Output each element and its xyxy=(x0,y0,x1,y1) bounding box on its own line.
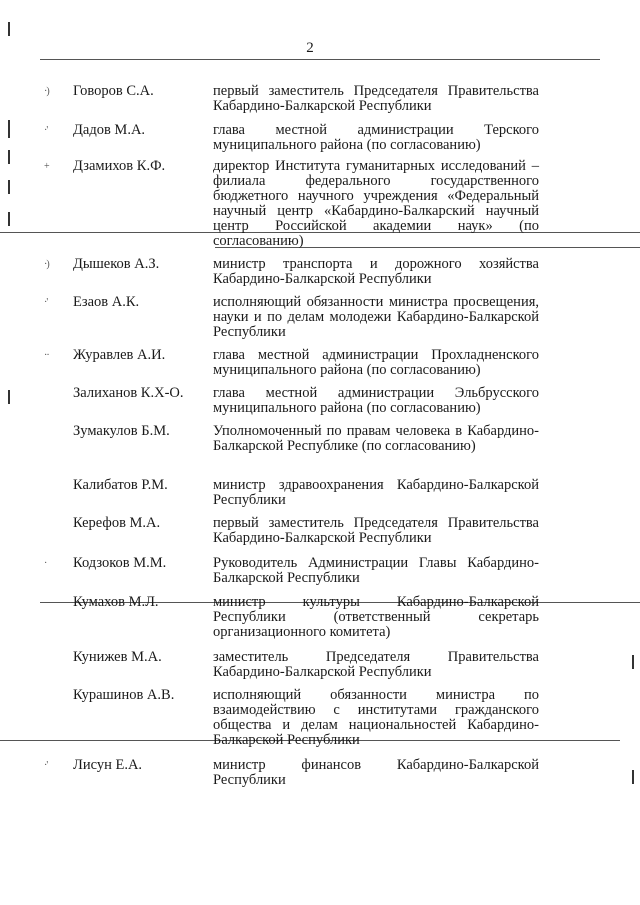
member-name: Дышеков А.З. xyxy=(73,256,160,272)
member-name: Говоров С.А. xyxy=(73,83,154,99)
member-position: глава местной администрации Эльбрусского муниципального района (по согласованию) xyxy=(213,385,539,416)
margin-annotation: · xyxy=(44,558,47,569)
member-position: заместитель Председателя Правительства Кабардино-Балкарской Республики xyxy=(213,649,539,680)
member-name: Езаов А.К. xyxy=(73,294,140,310)
member-name: Кунижев М.А. xyxy=(73,649,162,665)
member-name: Курашинов А.В. xyxy=(73,687,175,703)
margin-annotation: ·) xyxy=(44,86,49,97)
member-name: Зумакулов Б.М. xyxy=(73,423,170,439)
scan-line-top xyxy=(40,59,600,60)
member-name: Дадов М.А. xyxy=(73,122,146,138)
member-position: первый заместитель Председателя Правительства Кабардино-Балкарской Республики xyxy=(213,515,539,546)
margin-annotation: ·) xyxy=(44,259,49,270)
member-name: Журавлев А.И. xyxy=(73,347,166,363)
page-number: 2 xyxy=(306,40,314,56)
member-position: министр финансов Кабардино-Балкарской Республики xyxy=(213,757,539,788)
margin-annotation: ·' xyxy=(44,760,48,771)
member-position: министр культуры Кабардино-Балкарской Республики (ответственный секретарь организационного комитета) xyxy=(213,594,539,640)
margin-mark-5 xyxy=(8,212,10,226)
margin-mark-8 xyxy=(632,770,634,784)
member-position: глава местной администрации Терского муниципального района (по согласованию) xyxy=(213,122,539,153)
margin-annotation: -- xyxy=(44,597,49,608)
margin-mark-1 xyxy=(8,22,10,36)
member-position: министр здравоохранения Кабардино-Балкарской Республики xyxy=(213,477,539,508)
member-name: Кумахов М.Л. xyxy=(73,594,159,610)
member-position: исполняющий обязанности министра по взаимодействию с институтами гражданского общества и делам национальностей Кабардино-Балкарской Республики xyxy=(213,687,539,748)
member-position: директор Института гуманитарных исследований – филиала федерального государственного бюджетного научного учреждения «Федеральный научный центр «Кабардино-Балкарский научный центр Российской академии наук» (по согласованию) xyxy=(213,158,539,249)
member-position: первый заместитель Председателя Правительства Кабардино-Балкарской Республики xyxy=(213,83,539,114)
margin-mark-2 xyxy=(8,120,10,138)
member-position: глава местной администрации Прохладненского муниципального района (по согласованию) xyxy=(213,347,539,378)
member-name: Керефов М.А. xyxy=(73,515,161,531)
margin-annotation: ·' xyxy=(44,125,48,136)
member-position: Уполномоченный по правам человека в Кабардино-Балкарской Республике (по согласованию) xyxy=(213,423,539,454)
member-name: Залиханов К.Х-О. xyxy=(73,385,184,401)
margin-mark-7 xyxy=(632,655,634,669)
member-position: Руководитель Администрации Главы Кабардино-Балкарской Республики xyxy=(213,555,539,586)
member-name: Калибатов Р.М. xyxy=(73,477,168,493)
margin-annotation: + xyxy=(44,161,49,172)
member-name: Кодзоков М.М. xyxy=(73,555,167,571)
member-position: исполняющий обязанности министра просвещения, науки и по делам молодежи Кабардино-Балкарской Республики xyxy=(213,294,539,340)
margin-mark-6 xyxy=(8,390,10,404)
member-name: Дзамихов К.Ф. xyxy=(73,158,166,174)
margin-annotation: ·' xyxy=(44,297,48,308)
margin-mark-3 xyxy=(8,150,10,164)
margin-annotation: ·· xyxy=(44,350,49,361)
member-position: министр транспорта и дорожного хозяйства Кабардино-Балкарской Республики xyxy=(213,256,539,287)
member-name: Лисун Е.А. xyxy=(73,757,143,773)
margin-mark-4 xyxy=(8,180,10,194)
